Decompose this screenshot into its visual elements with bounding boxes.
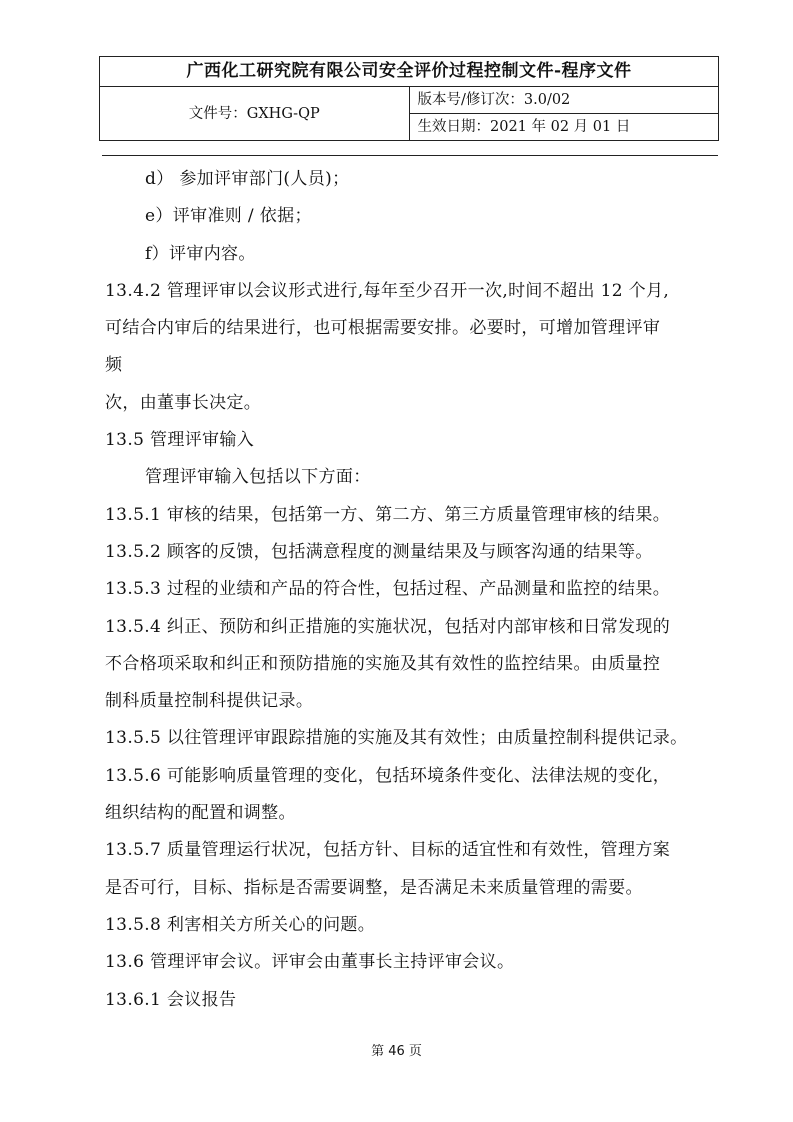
paragraph-line: 13.5.2 顾客的反馈，包括满意程度的测量结果及与顾客沟通的结果等。 [105, 541, 653, 562]
list-item-d: d） 参加评审部门(人员)； [145, 169, 350, 189]
paragraph-line: 是否可行，目标、指标是否需要调整，是否满足未来质量管理的需要。 [105, 877, 643, 898]
paragraph-line: 13.5.5 以往管理评审跟踪措施的实施及其有效性；由质量控制科提供记录。 [105, 728, 688, 749]
paragraph-line: 13.5.4 纠正、预防和纠正措施的实施状况，包括对内部审核和日常发现的 [105, 616, 671, 637]
file-number: 文件号：GXHG-QP [100, 87, 410, 141]
version-number: 版本号/修订次：3.0/02 [409, 87, 719, 114]
section-heading: 13.5 管理评审输入 [105, 430, 255, 451]
document-title: 广西化工研究院有限公司安全评价过程控制文件-程序文件 [100, 57, 719, 87]
section-heading: 13.6 管理评审会议。评审会由董事长主持评审会议。 [105, 952, 515, 973]
list-item-e: e）评审准则 / 依据； [145, 206, 312, 227]
header-divider [102, 155, 718, 156]
section-heading: 13.6.1 会议报告 [105, 989, 237, 1010]
paragraph-line: 制科质量控制科提供记录。 [105, 691, 314, 712]
paragraph-line: 13.5.3 过程的业绩和产品的符合性，包括过程、产品测量和监控的结果。 [105, 579, 671, 600]
paragraph-line: 次，由董事长决定。 [105, 392, 262, 413]
paragraph-line: 组织结构的配置和调整。 [105, 803, 296, 824]
paragraph-line: 13.5.1 审核的结果，包括第一方、第二方、第三方质量管理审核的结果。 [105, 504, 671, 525]
paragraph-line: 13.4.2 管理评审以会议形式进行,每年至少召开一次,时间不超出 12 个月, [105, 280, 670, 301]
paragraph-line: 频 [105, 355, 123, 376]
document-header-table [99, 56, 719, 141]
page-number: 第 46 页 [371, 1044, 422, 1059]
paragraph-line: 13.5.6 可能影响质量管理的变化，包括环境条件变化、法律法规的变化， [105, 765, 671, 786]
paragraph-line: 不合格项采取和纠正和预防措施的实施及其有效性的监控结果。由质量控 [105, 653, 661, 674]
list-item-f: f）评审内容。 [145, 243, 256, 264]
paragraph-line: 13.5.7 质量管理运行状况，包括方针、目标的适宜性和有效性，管理方案 [105, 840, 671, 861]
document-body [105, 166, 725, 1024]
paragraph-line: 可结合内审后的结果进行，也可根据需要安排。必要时，可增加管理评审 [105, 318, 661, 339]
effective-date: 生效日期：2021 年 02 月 01 日 [409, 114, 719, 141]
paragraph-line: 13.5.8 利害相关方所关心的问题。 [105, 914, 376, 935]
paragraph-line: 管理评审输入包括以下方面： [145, 467, 371, 488]
